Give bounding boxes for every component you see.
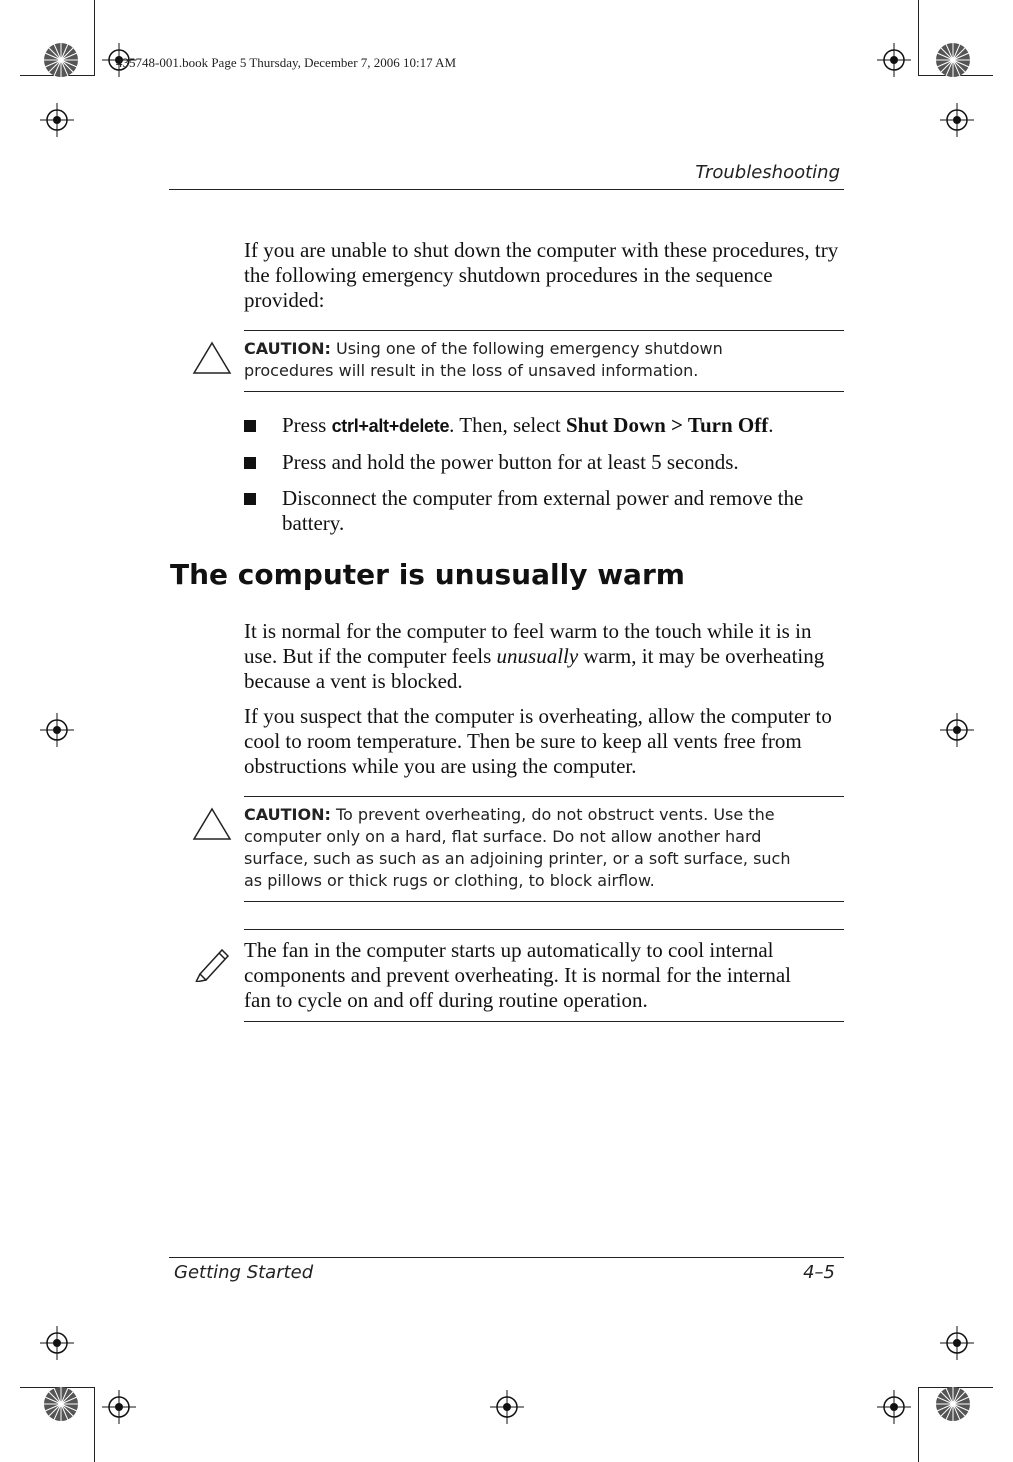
caution-box <box>244 796 844 902</box>
registration-target-icon <box>40 713 74 747</box>
starburst-icon <box>935 42 971 78</box>
crop-mark <box>918 0 919 75</box>
note-box <box>244 929 844 1022</box>
crop-mark <box>918 1387 919 1462</box>
key-combo: ctrl+alt+delete <box>331 416 450 436</box>
list-item-text: . Then, select <box>449 413 566 437</box>
registration-target-icon <box>940 1326 974 1360</box>
crop-mark <box>94 0 95 75</box>
pencil-note-icon <box>192 942 236 982</box>
header-rule <box>169 189 844 190</box>
crop-mark <box>94 1387 95 1462</box>
caution-text <box>244 331 844 391</box>
registration-target-icon <box>940 713 974 747</box>
emergency-shutdown-list <box>244 413 844 547</box>
list-item-text: Press <box>282 413 332 437</box>
note-text: The fan in the computer starts up automatically to cool internal components and prevent overheating. It is normal for the internal fan to cycle on and off during routine operation. <box>244 938 791 1012</box>
registration-target-icon <box>102 1390 136 1424</box>
list-item-text: . <box>768 413 774 437</box>
bullet-square-icon <box>244 457 256 469</box>
list-item <box>244 413 844 439</box>
caution-text <box>244 797 844 901</box>
registration-target-icon <box>40 1326 74 1360</box>
caution-message: Using one of the following emergency shutdown procedures will result in the loss of unsaved information. <box>244 339 723 380</box>
section-heading: The computer is unusually warm <box>170 558 685 591</box>
registration-target-icon <box>40 103 74 137</box>
caution-box <box>244 330 844 392</box>
caution-triangle-icon <box>192 341 232 375</box>
starburst-icon <box>43 42 79 78</box>
paragraph-text: It is normal for the computer to feel warm to the touch while it is in use. But if the computer feels <box>244 619 812 668</box>
footer-book-title: Getting Started <box>174 1262 314 1283</box>
list-item <box>244 486 844 536</box>
intro-paragraph: If you are unable to shut down the computer with these procedures, try the following emergency shutdown procedures in the sequence provided: <box>244 238 839 312</box>
section-paragraph: If you suspect that the computer is overheating, allow the computer to cool to room temperature. Then be sure to keep all vents free from obstructions while you are using the computer. <box>244 704 832 778</box>
list-item-text: Disconnect the computer from external power and remove the battery. <box>282 486 804 535</box>
running-header: Troubleshooting <box>695 162 840 183</box>
section-paragraph <box>244 619 844 694</box>
starburst-icon <box>935 1386 971 1422</box>
paragraph-text: warm, it may be overheating because a vent is blocked. <box>244 644 825 693</box>
registration-target-icon <box>490 1390 524 1424</box>
bullet-square-icon <box>244 420 256 432</box>
bullet-square-icon <box>244 493 256 505</box>
caution-triangle-icon <box>192 807 232 841</box>
registration-target-icon <box>940 103 974 137</box>
caution-message: To prevent overheating, do not obstruct vents. Use the computer only on a hard, flat surface. Do not allow another hard surface, such as such as an adjoining printer, or a soft surface, such as pillows or thick rugs or clothing, to block airflow. <box>244 805 791 890</box>
list-item-text: Press and hold the power button for at least 5 seconds. <box>282 450 739 474</box>
menu-path: Shut Down > Turn Off <box>566 413 769 437</box>
print-slug: 435748-001.book Page 5 Thursday, December 7, 2006 10:17 AM <box>116 55 457 70</box>
list-item <box>244 450 844 475</box>
page-number: 4–5 <box>803 1262 835 1283</box>
registration-target-icon <box>877 1390 911 1424</box>
registration-target-icon <box>877 43 911 77</box>
emphasis-text: unusually <box>496 644 579 668</box>
footer-rule <box>169 1257 844 1258</box>
caution-label: CAUTION: <box>244 805 331 824</box>
caution-label: CAUTION: <box>244 339 331 358</box>
starburst-icon <box>43 1386 79 1422</box>
